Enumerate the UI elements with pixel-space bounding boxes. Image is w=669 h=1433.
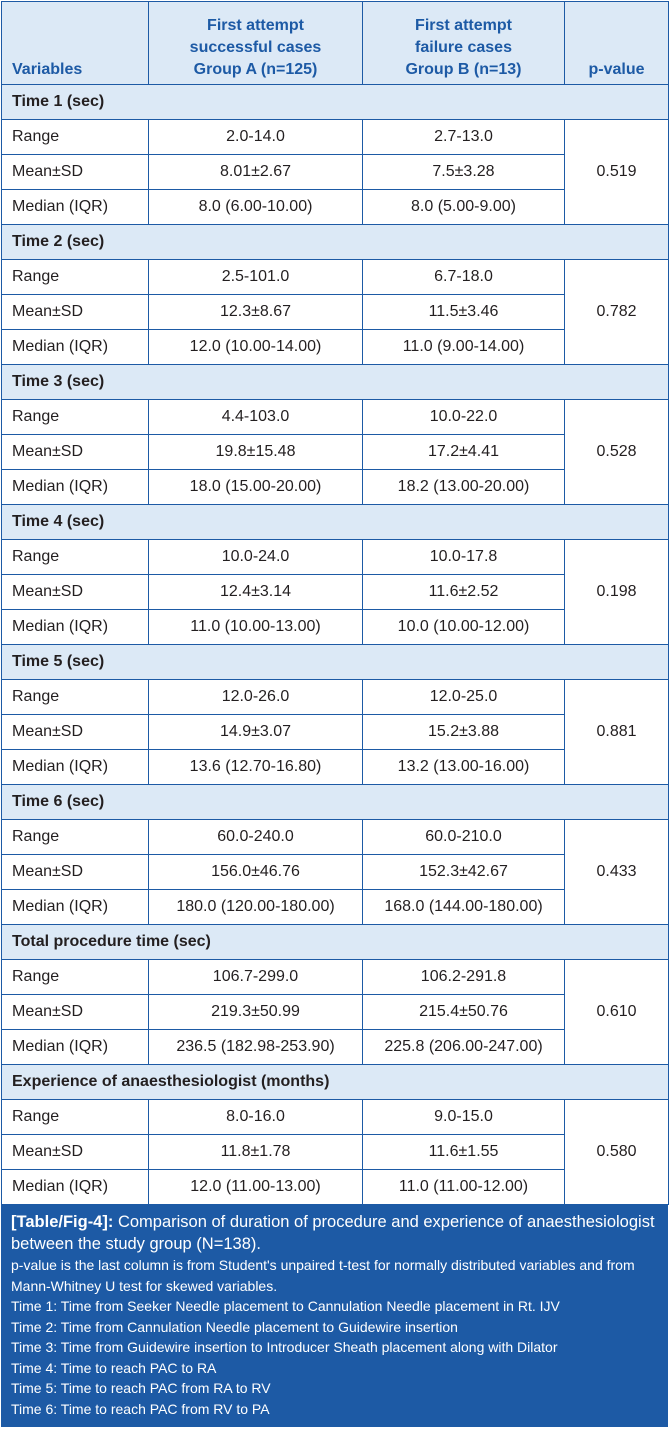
group-b-value: 18.2 (13.00-20.00) (363, 470, 565, 505)
table-row (2, 120, 669, 155)
header-group-a-line: successful cases (189, 39, 322, 56)
group-header-row (2, 1065, 669, 1100)
group-b-value: 11.0 (9.00-14.00) (363, 330, 565, 365)
caption-note: p-value is the last column is from Student's unpaired t-test for normally distributed variables and from Mann-Whitney U test for skewed variables. (11, 1257, 635, 1294)
group-b-value: 215.4±50.76 (363, 995, 565, 1030)
row-label: Range (2, 960, 149, 995)
table-figure (1, 1, 668, 1427)
p-value-cell: 0.782 (565, 260, 669, 365)
group-a-value: 219.3±50.99 (149, 995, 363, 1030)
group-header-row (2, 85, 669, 120)
table-row (2, 960, 669, 995)
group-b-value: 152.3±42.67 (363, 855, 565, 890)
group-b-value: 11.6±2.52 (363, 575, 565, 610)
group-b-value: 11.6±1.55 (363, 1135, 565, 1170)
group-a-value: 156.0±46.76 (149, 855, 363, 890)
caption-notes (11, 1255, 658, 1419)
table-row (2, 1100, 669, 1135)
group-title: Time 4 (sec) (2, 505, 669, 540)
group-a-value: 12.4±3.14 (149, 575, 363, 610)
row-label: Median (IQR) (2, 1030, 149, 1065)
header-group-a-line: Group A (n=125) (193, 61, 318, 78)
group-b-value: 9.0-15.0 (363, 1100, 565, 1135)
row-label: Median (IQR) (2, 330, 149, 365)
group-b-value: 10.0-22.0 (363, 400, 565, 435)
row-label: Median (IQR) (2, 890, 149, 925)
group-b-value: 60.0-210.0 (363, 820, 565, 855)
group-title: Time 1 (sec) (2, 85, 669, 120)
group-title: Experience of anaesthesiologist (months) (2, 1065, 669, 1100)
header-group-b-line: failure cases (415, 39, 512, 56)
group-a-value: 2.0-14.0 (149, 120, 363, 155)
group-b-value: 12.0-25.0 (363, 680, 565, 715)
group-a-value: 4.4-103.0 (149, 400, 363, 435)
caption-note: Time 4: Time to reach PAC to RA (11, 1359, 217, 1376)
group-title: Time 2 (sec) (2, 225, 669, 260)
group-header-row (2, 645, 669, 680)
header-group-b (363, 2, 565, 85)
caption-note: Time 6: Time to reach PAC from RV to PA (11, 1400, 270, 1417)
group-b-value: 8.0 (5.00-9.00) (363, 190, 565, 225)
caption-note: Time 1: Time from Seeker Needle placement to Cannulation Needle placement in Rt. IJV (11, 1298, 560, 1314)
group-title: Time 6 (sec) (2, 785, 669, 820)
group-a-value: 236.5 (182.98-253.90) (149, 1030, 363, 1065)
row-label: Median (IQR) (2, 610, 149, 645)
table-body (2, 85, 669, 1205)
row-label: Mean±SD (2, 995, 149, 1030)
group-a-value: 8.01±2.67 (149, 155, 363, 190)
group-a-value: 8.0 (6.00-10.00) (149, 190, 363, 225)
table-row (2, 680, 669, 715)
group-a-value: 8.0-16.0 (149, 1100, 363, 1135)
row-label: Median (IQR) (2, 470, 149, 505)
table-row (2, 400, 669, 435)
group-a-value: 18.0 (15.00-20.00) (149, 470, 363, 505)
row-label: Range (2, 260, 149, 295)
group-b-value: 17.2±4.41 (363, 435, 565, 470)
group-b-value: 7.5±3.28 (363, 155, 565, 190)
header-variables: Variables (2, 2, 149, 85)
group-b-value: 10.0 (10.00-12.00) (363, 610, 565, 645)
caption-note: Time 3: Time from Guidewire insertion to Introducer Sheath placement along with Dilator (11, 1339, 558, 1355)
header-pvalue: p-value (565, 2, 669, 85)
row-label: Mean±SD (2, 575, 149, 610)
row-label: Mean±SD (2, 295, 149, 330)
caption-label: [Table/Fig-4]: (11, 1213, 114, 1231)
data-table (1, 1, 669, 1205)
caption-title (11, 1211, 658, 1255)
row-label: Range (2, 120, 149, 155)
header-group-b-line: First attempt (415, 17, 512, 34)
group-a-value: 12.0 (10.00-14.00) (149, 330, 363, 365)
group-b-value: 15.2±3.88 (363, 715, 565, 750)
header-group-a (149, 2, 363, 85)
group-a-value: 19.8±15.48 (149, 435, 363, 470)
p-value-cell: 0.881 (565, 680, 669, 785)
table-row (2, 820, 669, 855)
table-caption (1, 1205, 668, 1427)
header-row (2, 2, 669, 85)
group-a-value: 12.3±8.67 (149, 295, 363, 330)
group-b-value: 2.7-13.0 (363, 120, 565, 155)
table-row (2, 260, 669, 295)
p-value-cell: 0.610 (565, 960, 669, 1065)
group-b-value: 13.2 (13.00-16.00) (363, 750, 565, 785)
row-label: Range (2, 400, 149, 435)
group-a-value: 11.0 (10.00-13.00) (149, 610, 363, 645)
p-value-cell: 0.433 (565, 820, 669, 925)
group-header-row (2, 925, 669, 960)
header-group-b-line: Group B (n=13) (405, 61, 522, 78)
row-label: Mean±SD (2, 715, 149, 750)
p-value-cell: 0.519 (565, 120, 669, 225)
caption-note: Time 2: Time from Cannulation Needle placement to Guidewire insertion (11, 1318, 458, 1335)
group-b-value: 225.8 (206.00-247.00) (363, 1030, 565, 1065)
group-a-value: 13.6 (12.70-16.80) (149, 750, 363, 785)
group-header-row (2, 505, 669, 540)
header-group-a-line: First attempt (207, 17, 304, 34)
group-b-value: 11.5±3.46 (363, 295, 565, 330)
group-header-row (2, 785, 669, 820)
group-b-value: 10.0-17.8 (363, 540, 565, 575)
group-a-value: 106.7-299.0 (149, 960, 363, 995)
group-b-value: 6.7-18.0 (363, 260, 565, 295)
group-title: Time 3 (sec) (2, 365, 669, 400)
p-value-cell: 0.528 (565, 400, 669, 505)
group-a-value: 180.0 (120.00-180.00) (149, 890, 363, 925)
group-header-row (2, 225, 669, 260)
p-value-cell: 0.198 (565, 540, 669, 645)
group-title: Time 5 (sec) (2, 645, 669, 680)
group-a-value: 14.9±3.07 (149, 715, 363, 750)
group-b-value: 168.0 (144.00-180.00) (363, 890, 565, 925)
row-label: Mean±SD (2, 1135, 149, 1170)
group-a-value: 60.0-240.0 (149, 820, 363, 855)
group-a-value: 2.5-101.0 (149, 260, 363, 295)
group-a-value: 10.0-24.0 (149, 540, 363, 575)
group-a-value: 12.0-26.0 (149, 680, 363, 715)
row-label: Range (2, 680, 149, 715)
group-a-value: 11.8±1.78 (149, 1135, 363, 1170)
row-label: Range (2, 820, 149, 855)
row-label: Mean±SD (2, 435, 149, 470)
group-a-value: 12.0 (11.00-13.00) (149, 1170, 363, 1205)
group-header-row (2, 365, 669, 400)
row-label: Mean±SD (2, 855, 149, 890)
row-label: Median (IQR) (2, 190, 149, 225)
row-label: Range (2, 1100, 149, 1135)
group-b-value: 106.2-291.8 (363, 960, 565, 995)
row-label: Range (2, 540, 149, 575)
row-label: Median (IQR) (2, 750, 149, 785)
table-row (2, 540, 669, 575)
group-b-value: 11.0 (11.00-12.00) (363, 1170, 565, 1205)
group-title: Total procedure time (sec) (2, 925, 669, 960)
caption-title-text: Comparison of duration of procedure and experience of anaesthesiologist between the study group (N=138). (11, 1213, 655, 1253)
row-label: Mean±SD (2, 155, 149, 190)
row-label: Median (IQR) (2, 1170, 149, 1205)
p-value-cell: 0.580 (565, 1100, 669, 1205)
caption-note: Time 5: Time to reach PAC from RA to RV (11, 1380, 271, 1396)
